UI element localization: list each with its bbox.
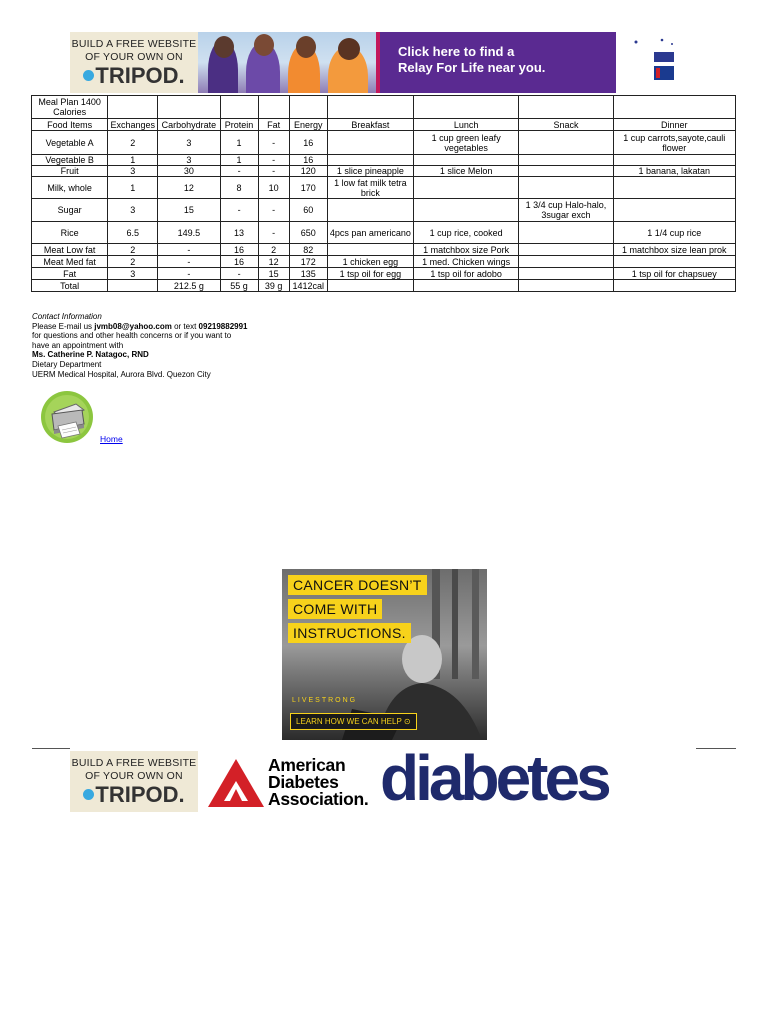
table-cell: 1 med. Chicken wings bbox=[414, 256, 519, 268]
tripod-ad-panel[interactable] bbox=[70, 32, 198, 93]
table-cell bbox=[613, 155, 735, 166]
table-cell bbox=[519, 244, 613, 256]
table-title-cell: Meal Plan 1400 Calories bbox=[32, 96, 108, 119]
table-header-row bbox=[32, 119, 736, 131]
diabetes-logo-text: diabetes bbox=[380, 742, 608, 814]
table-cell bbox=[519, 177, 613, 199]
table-cell: 1 tsp oil for egg bbox=[327, 268, 413, 280]
bottom-tripod-logo-text: TRIPOD. bbox=[95, 781, 185, 807]
table-cell: 16 bbox=[289, 131, 327, 155]
table-cell: 82 bbox=[289, 244, 327, 256]
livestrong-ad[interactable] bbox=[282, 569, 487, 740]
table-cell: 3 bbox=[108, 166, 158, 177]
header-energy: Energy bbox=[289, 119, 327, 131]
food-item-cell: Total bbox=[32, 280, 108, 292]
table-cell: 6.5 bbox=[108, 222, 158, 244]
table-row bbox=[32, 268, 736, 280]
tripod-logo bbox=[83, 64, 184, 88]
table-cell bbox=[108, 280, 158, 292]
table-cell bbox=[414, 177, 519, 199]
table-cell: 135 bbox=[289, 268, 327, 280]
header-exchanges: Exchanges bbox=[108, 119, 158, 131]
divider-right bbox=[696, 748, 736, 749]
table-cell bbox=[327, 199, 413, 222]
table-cell bbox=[327, 244, 413, 256]
table-cell: 30 bbox=[158, 166, 220, 177]
relay-moon-icon bbox=[616, 32, 696, 93]
livestrong-line1: CANCER DOESN’T bbox=[288, 575, 427, 595]
printer-graphic bbox=[40, 390, 94, 444]
table-cell: 1 tsp oil for chapsuey bbox=[613, 268, 735, 280]
table-cell bbox=[519, 131, 613, 155]
diabetes-logo[interactable] bbox=[380, 742, 620, 814]
relay-for-life-logo bbox=[616, 32, 696, 93]
table-cell: 212.5 g bbox=[158, 280, 220, 292]
table-row bbox=[32, 199, 736, 222]
table-cell: 1 matchbox size lean prok bbox=[613, 244, 735, 256]
table-cell bbox=[613, 280, 735, 292]
table-cell: 1 cup green leafy vegetables bbox=[414, 131, 519, 155]
table-cell: 16 bbox=[220, 244, 258, 256]
table-cell: 1 matchbox size Pork bbox=[414, 244, 519, 256]
tripod-logo-text: TRIPOD. bbox=[95, 62, 185, 88]
header-lunch: Lunch bbox=[414, 119, 519, 131]
ada-text bbox=[268, 757, 368, 808]
table-row bbox=[32, 155, 736, 166]
table-cell bbox=[519, 166, 613, 177]
table-cell bbox=[519, 155, 613, 166]
ada-line1: American bbox=[268, 755, 346, 775]
livestrong-line3: INSTRUCTIONS. bbox=[288, 623, 411, 643]
table-cell: 1 bbox=[108, 155, 158, 166]
table-cell bbox=[519, 268, 613, 280]
table-row bbox=[32, 131, 736, 155]
relay-for-life-cta[interactable] bbox=[376, 32, 620, 93]
table-cell: 39 g bbox=[258, 280, 289, 292]
table-title-row bbox=[32, 96, 736, 119]
table-row bbox=[32, 256, 736, 268]
table-cell: - bbox=[220, 199, 258, 222]
table-cell bbox=[613, 177, 735, 199]
table-cell bbox=[327, 280, 413, 292]
relay-cta-line1: Click here to find a bbox=[398, 44, 515, 59]
table-row bbox=[32, 166, 736, 177]
relay-cta-text bbox=[398, 44, 545, 76]
table-cell: 1 slice Melon bbox=[414, 166, 519, 177]
table-cell: 8 bbox=[220, 177, 258, 199]
table-cell bbox=[613, 199, 735, 222]
table-cell: 15 bbox=[258, 268, 289, 280]
table-cell: 12 bbox=[158, 177, 220, 199]
table-row bbox=[32, 244, 736, 256]
divider-left bbox=[32, 748, 70, 749]
table-cell: 3 bbox=[158, 131, 220, 155]
bottom-tripod-dot-icon bbox=[83, 789, 94, 800]
table-cell: 1 low fat milk tetra brick bbox=[327, 177, 413, 199]
table-cell bbox=[613, 256, 735, 268]
header-fat: Fat bbox=[258, 119, 289, 131]
table-cell: - bbox=[220, 166, 258, 177]
table-cell: 3 bbox=[158, 155, 220, 166]
food-item-cell: Sugar bbox=[32, 199, 108, 222]
table-cell: 2 bbox=[258, 244, 289, 256]
contact-name: Ms. Catherine P. Natagoc, RND bbox=[32, 350, 149, 360]
table-cell: 1 banana, lakatan bbox=[613, 166, 735, 177]
table-cell bbox=[414, 280, 519, 292]
printer-icon[interactable] bbox=[40, 390, 94, 444]
home-link[interactable]: Home bbox=[100, 434, 123, 444]
table-cell: 1 cup carrots,sayote,cauli flower bbox=[613, 131, 735, 155]
table-cell: - bbox=[258, 155, 289, 166]
table-cell: 3 bbox=[108, 268, 158, 280]
bottom-tripod-ad[interactable] bbox=[70, 751, 198, 812]
relay-cta-line2: Relay For Life near you. bbox=[398, 60, 546, 75]
table-cell: 1 bbox=[220, 155, 258, 166]
meal-plan-table bbox=[31, 95, 736, 292]
table-cell: 1412cal bbox=[289, 280, 327, 292]
table-cell: 1 chicken egg bbox=[327, 256, 413, 268]
table-cell: 1 cup rice, cooked bbox=[414, 222, 519, 244]
table-cell: 1 bbox=[220, 131, 258, 155]
table-cell bbox=[414, 155, 519, 166]
table-cell: - bbox=[258, 222, 289, 244]
food-item-cell: Meat Low fat bbox=[32, 244, 108, 256]
table-cell: - bbox=[258, 166, 289, 177]
ada-line2: Diabetes bbox=[268, 772, 339, 792]
table-cell bbox=[519, 256, 613, 268]
contact-line1-mid: or text bbox=[171, 321, 199, 331]
table-row bbox=[32, 280, 736, 292]
table-cell: 1 tsp oil for adobo bbox=[414, 268, 519, 280]
table-cell: - bbox=[220, 268, 258, 280]
ada-triangle-icon bbox=[206, 755, 266, 811]
table-row bbox=[32, 222, 736, 244]
contact-information bbox=[32, 312, 292, 379]
tripod-dot-icon bbox=[83, 70, 94, 81]
livestrong-brand: LIVESTRONG bbox=[292, 697, 358, 704]
table-cell: - bbox=[258, 199, 289, 222]
table-cell: - bbox=[158, 268, 220, 280]
contact-heading: Contact Information bbox=[32, 312, 102, 321]
header-protein: Protein bbox=[220, 119, 258, 131]
contact-email[interactable]: jvmb08@yahoo.com bbox=[94, 321, 172, 331]
table-cell: 12 bbox=[258, 256, 289, 268]
bottom-tripod-line2: OF YOUR OWN ON bbox=[85, 769, 183, 782]
food-item-cell: Fat bbox=[32, 268, 108, 280]
table-cell: 1 slice pineapple bbox=[327, 166, 413, 177]
table-cell: 55 g bbox=[220, 280, 258, 292]
contact-line1 bbox=[32, 322, 292, 332]
bottom-tripod-logo bbox=[83, 783, 184, 807]
header-carbohydrate: Carbohydrate bbox=[158, 119, 220, 131]
table-cell: 16 bbox=[220, 256, 258, 268]
american-diabetes-association-logo[interactable] bbox=[206, 755, 376, 811]
top-banner-ad[interactable] bbox=[70, 32, 696, 93]
table-cell: 16 bbox=[289, 155, 327, 166]
bottom-tripod-line1: BUILD A FREE WEBSITE bbox=[71, 756, 197, 769]
contact-phone: 09219882991 bbox=[198, 321, 248, 331]
table-row bbox=[32, 177, 736, 199]
tripod-ad-line1: BUILD A FREE WEBSITE bbox=[71, 37, 197, 50]
table-cell: 149.5 bbox=[158, 222, 220, 244]
header-dinner: Dinner bbox=[613, 119, 735, 131]
table-cell: 15 bbox=[158, 199, 220, 222]
livestrong-line2: COME WITH bbox=[288, 599, 382, 619]
table-cell: - bbox=[158, 244, 220, 256]
table-cell: - bbox=[158, 256, 220, 268]
header-breakfast: Breakfast bbox=[327, 119, 413, 131]
table-cell: 4pcs pan americano bbox=[327, 222, 413, 244]
table-cell: 3 bbox=[108, 199, 158, 222]
table-cell: 13 bbox=[220, 222, 258, 244]
food-item-cell: Milk, whole bbox=[32, 177, 108, 199]
table-cell: 60 bbox=[289, 199, 327, 222]
table-cell bbox=[327, 131, 413, 155]
ada-line3: Association. bbox=[268, 789, 369, 809]
table-cell: - bbox=[258, 131, 289, 155]
table-cell: 1 bbox=[108, 177, 158, 199]
table-cell: 170 bbox=[289, 177, 327, 199]
food-item-cell: Fruit bbox=[32, 166, 108, 177]
contact-line1-prefix: Please E-mail us bbox=[32, 321, 95, 331]
table-cell: 650 bbox=[289, 222, 327, 244]
food-item-cell: Vegetable A bbox=[32, 131, 108, 155]
header-snack: Snack bbox=[519, 119, 613, 131]
livestrong-cta-button[interactable]: LEARN HOW WE CAN HELP ⊙ bbox=[290, 713, 417, 730]
contact-line3: have an appointment with bbox=[32, 340, 124, 350]
tripod-ad-line2: OF YOUR OWN ON bbox=[85, 50, 183, 63]
table-cell: 1 1/4 cup rice bbox=[613, 222, 735, 244]
food-item-cell: Vegetable B bbox=[32, 155, 108, 166]
table-cell: 2 bbox=[108, 256, 158, 268]
table-cell: 120 bbox=[289, 166, 327, 177]
food-item-cell: Meat Med fat bbox=[32, 256, 108, 268]
table-cell bbox=[519, 280, 613, 292]
table-cell bbox=[519, 222, 613, 244]
table-cell bbox=[327, 155, 413, 166]
relay-people-photo bbox=[198, 32, 376, 93]
food-item-cell: Rice bbox=[32, 222, 108, 244]
table-cell: 172 bbox=[289, 256, 327, 268]
table-cell bbox=[414, 199, 519, 222]
contact-line2: for questions and other health concerns or if you want to bbox=[32, 331, 232, 341]
table-cell: 2 bbox=[108, 131, 158, 155]
contact-hospital: UERM Medical Hospital, Aurora Blvd. Quezon City bbox=[32, 369, 211, 379]
contact-department: Dietary Department bbox=[32, 359, 102, 369]
header-food-items: Food Items bbox=[32, 119, 108, 131]
table-cell: 1 3/4 cup Halo-halo, 3sugar exch bbox=[519, 199, 613, 222]
table-cell: 10 bbox=[258, 177, 289, 199]
table-cell: 2 bbox=[108, 244, 158, 256]
